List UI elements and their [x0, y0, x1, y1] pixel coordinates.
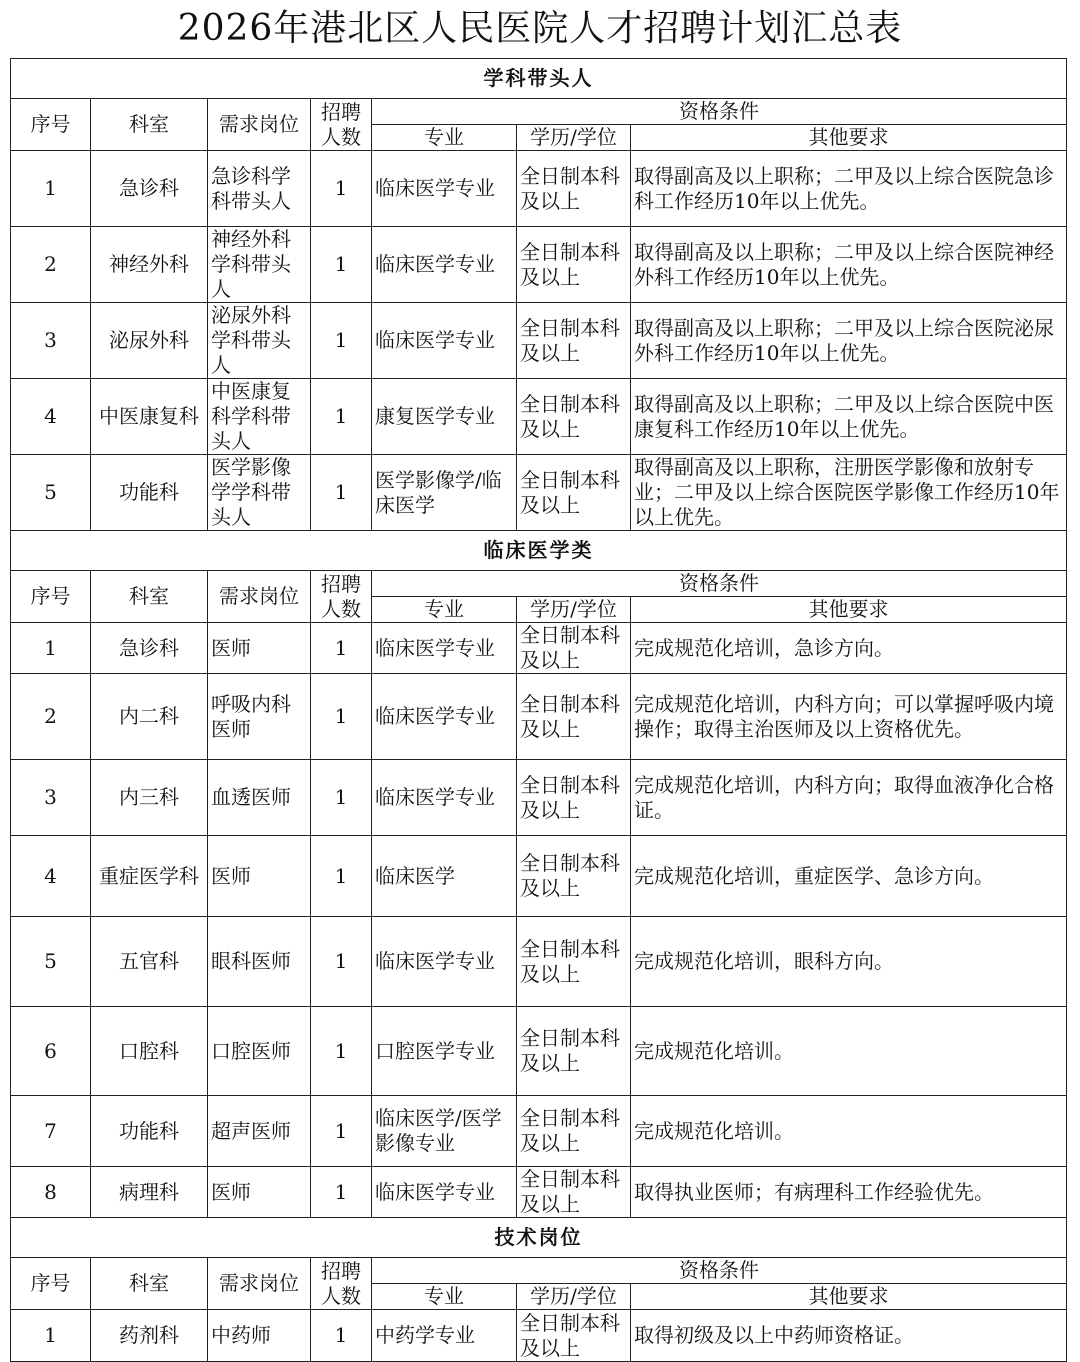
cell-dept: 内三科 — [91, 760, 208, 836]
cell-count: 1 — [311, 1096, 372, 1167]
cell-degree: 全日制本科及以上 — [517, 151, 631, 227]
cell-major: 临床医学专业 — [372, 303, 517, 379]
cell-position: 中药师 — [208, 1310, 311, 1362]
header-degree: 学历/学位 — [517, 597, 631, 623]
cell-seq: 3 — [11, 760, 91, 836]
cell-seq: 8 — [11, 1167, 91, 1218]
cell-position: 中医康复科学科带头人 — [208, 379, 311, 455]
table-row — [11, 917, 1067, 1007]
table-row — [11, 303, 1067, 379]
cell-position: 口腔医师 — [208, 1007, 311, 1096]
cell-seq: 2 — [11, 674, 91, 760]
cell-major: 临床医学专业 — [372, 1167, 517, 1218]
cell-other: 取得副高及以上职称；二甲及以上综合医院急诊科工作经历10年以上优先。 — [631, 151, 1067, 227]
cell-other: 取得副高及以上职称；二甲及以上综合医院神经外科工作经历10年以上优先。 — [631, 227, 1067, 303]
header-degree: 学历/学位 — [517, 125, 631, 151]
cell-seq: 4 — [11, 836, 91, 917]
header-other: 其他要求 — [631, 597, 1067, 623]
cell-dept: 急诊科 — [91, 623, 208, 674]
cell-major: 康复医学专业 — [372, 379, 517, 455]
header-dept: 科室 — [91, 571, 208, 623]
cell-dept: 急诊科 — [91, 151, 208, 227]
cell-dept: 重症医学科 — [91, 836, 208, 917]
cell-degree: 全日制本科及以上 — [517, 227, 631, 303]
cell-other: 取得执业医师；有病理科工作经验优先。 — [631, 1167, 1067, 1218]
cell-count: 1 — [311, 455, 372, 531]
cell-seq: 3 — [11, 303, 91, 379]
table-row — [11, 623, 1067, 674]
header-position: 需求岗位 — [208, 571, 311, 623]
cell-other: 完成规范化培训，急诊方向。 — [631, 623, 1067, 674]
header-qualifications: 资格条件 — [372, 99, 1067, 125]
header-row — [11, 571, 1067, 597]
section-title: 学科带头人 — [11, 59, 1067, 99]
cell-major: 临床医学专业 — [372, 917, 517, 1007]
cell-count: 1 — [311, 760, 372, 836]
cell-dept: 内二科 — [91, 674, 208, 760]
cell-dept: 功能科 — [91, 455, 208, 531]
table-row — [11, 1096, 1067, 1167]
table-row — [11, 1310, 1067, 1362]
cell-degree: 全日制本科及以上 — [517, 623, 631, 674]
header-position: 需求岗位 — [208, 99, 311, 151]
table-row — [11, 151, 1067, 227]
cell-position: 医师 — [208, 836, 311, 917]
cell-position: 眼科医师 — [208, 917, 311, 1007]
cell-other: 完成规范化培训，内科方向；可以掌握呼吸内境操作；取得主治医师及以上资格优先。 — [631, 674, 1067, 760]
cell-degree: 全日制本科及以上 — [517, 1096, 631, 1167]
cell-count: 1 — [311, 836, 372, 917]
cell-major: 临床医学专业 — [372, 674, 517, 760]
section-title-row — [11, 1218, 1067, 1258]
cell-major: 中药学专业 — [372, 1310, 517, 1362]
cell-dept: 神经外科 — [91, 227, 208, 303]
cell-other: 取得初级及以上中药师资格证。 — [631, 1310, 1067, 1362]
header-qualifications: 资格条件 — [372, 571, 1067, 597]
cell-other: 取得副高及以上职称；二甲及以上综合医院泌尿外科工作经历10年以上优先。 — [631, 303, 1067, 379]
header-count: 招聘人数 — [311, 99, 372, 151]
table-row — [11, 760, 1067, 836]
table-row — [11, 836, 1067, 917]
cell-dept: 病理科 — [91, 1167, 208, 1218]
document-title: 2026年港北区人民医院人才招聘计划汇总表 — [177, 8, 903, 49]
cell-position: 医师 — [208, 1167, 311, 1218]
cell-dept: 五官科 — [91, 917, 208, 1007]
cell-dept: 泌尿外科 — [91, 303, 208, 379]
cell-count: 1 — [311, 227, 372, 303]
cell-dept: 口腔科 — [91, 1007, 208, 1096]
header-qualifications: 资格条件 — [372, 1258, 1067, 1284]
cell-seq: 1 — [11, 1310, 91, 1362]
cell-count: 1 — [311, 303, 372, 379]
cell-degree: 全日制本科及以上 — [517, 1007, 631, 1096]
table-row — [11, 379, 1067, 455]
header-other: 其他要求 — [631, 125, 1067, 151]
cell-degree: 全日制本科及以上 — [517, 674, 631, 760]
cell-degree: 全日制本科及以上 — [517, 379, 631, 455]
cell-count: 1 — [311, 1007, 372, 1096]
cell-count: 1 — [311, 379, 372, 455]
cell-other: 完成规范化培训，重症医学、急诊方向。 — [631, 836, 1067, 917]
cell-dept: 功能科 — [91, 1096, 208, 1167]
cell-degree: 全日制本科及以上 — [517, 1167, 631, 1218]
cell-position: 泌尿外科学科带头人 — [208, 303, 311, 379]
cell-count: 1 — [311, 674, 372, 760]
cell-count: 1 — [311, 151, 372, 227]
cell-degree: 全日制本科及以上 — [517, 917, 631, 1007]
cell-degree: 全日制本科及以上 — [517, 760, 631, 836]
cell-major: 临床医学 — [372, 836, 517, 917]
header-seq: 序号 — [11, 99, 91, 151]
cell-position: 急诊科学科带头人 — [208, 151, 311, 227]
cell-position: 呼吸内科医师 — [208, 674, 311, 760]
cell-other: 完成规范化培训。 — [631, 1096, 1067, 1167]
header-position: 需求岗位 — [208, 1258, 311, 1310]
cell-position: 血透医师 — [208, 760, 311, 836]
table-row — [11, 1167, 1067, 1218]
cell-major: 医学影像学/临床医学 — [372, 455, 517, 531]
header-row — [11, 99, 1067, 125]
header-major: 专业 — [372, 125, 517, 151]
cell-seq: 7 — [11, 1096, 91, 1167]
recruitment-table — [10, 58, 1067, 1362]
cell-degree: 全日制本科及以上 — [517, 836, 631, 917]
cell-position: 医师 — [208, 623, 311, 674]
header-dept: 科室 — [91, 99, 208, 151]
cell-position: 神经外科学科带头人 — [208, 227, 311, 303]
table-row — [11, 455, 1067, 531]
header-degree: 学历/学位 — [517, 1284, 631, 1310]
section-title: 临床医学类 — [11, 531, 1067, 571]
cell-seq: 5 — [11, 917, 91, 1007]
cell-major: 临床医学专业 — [372, 151, 517, 227]
cell-count: 1 — [311, 623, 372, 674]
cell-dept: 中医康复科 — [91, 379, 208, 455]
cell-degree: 全日制本科及以上 — [517, 303, 631, 379]
cell-major: 临床医学专业 — [372, 227, 517, 303]
header-count: 招聘人数 — [311, 571, 372, 623]
cell-seq: 6 — [11, 1007, 91, 1096]
cell-seq: 2 — [11, 227, 91, 303]
table-row — [11, 674, 1067, 760]
header-seq: 序号 — [11, 571, 91, 623]
section-title: 技术岗位 — [11, 1218, 1067, 1258]
cell-position: 医学影像学学科带头人 — [208, 455, 311, 531]
header-other: 其他要求 — [631, 1284, 1067, 1310]
cell-degree: 全日制本科及以上 — [517, 1310, 631, 1362]
cell-count: 1 — [311, 1167, 372, 1218]
cell-seq: 5 — [11, 455, 91, 531]
cell-major: 临床医学专业 — [372, 623, 517, 674]
cell-major: 临床医学/医学影像专业 — [372, 1096, 517, 1167]
header-dept: 科室 — [91, 1258, 208, 1310]
table-row — [11, 1007, 1067, 1096]
cell-seq: 1 — [11, 623, 91, 674]
cell-seq: 1 — [11, 151, 91, 227]
cell-major: 口腔医学专业 — [372, 1007, 517, 1096]
cell-other: 完成规范化培训，眼科方向。 — [631, 917, 1067, 1007]
cell-other: 完成规范化培训。 — [631, 1007, 1067, 1096]
cell-other: 取得副高及以上职称；二甲及以上综合医院中医康复科工作经历10年以上优先。 — [631, 379, 1067, 455]
header-major: 专业 — [372, 597, 517, 623]
cell-count: 1 — [311, 1310, 372, 1362]
cell-position: 超声医师 — [208, 1096, 311, 1167]
header-seq: 序号 — [11, 1258, 91, 1310]
header-count: 招聘人数 — [311, 1258, 372, 1310]
cell-other: 取得副高及以上职称，注册医学影像和放射专业；二甲及以上综合医院医学影像工作经历10年以上优先。 — [631, 455, 1067, 531]
table-row — [11, 227, 1067, 303]
cell-other: 完成规范化培训，内科方向；取得血液净化合格证。 — [631, 760, 1067, 836]
cell-count: 1 — [311, 917, 372, 1007]
header-row — [11, 1258, 1067, 1284]
cell-seq: 4 — [11, 379, 91, 455]
cell-dept: 药剂科 — [91, 1310, 208, 1362]
cell-degree: 全日制本科及以上 — [517, 455, 631, 531]
section-title-row — [11, 531, 1067, 571]
section-title-row — [11, 59, 1067, 99]
cell-major: 临床医学专业 — [372, 760, 517, 836]
header-major: 专业 — [372, 1284, 517, 1310]
